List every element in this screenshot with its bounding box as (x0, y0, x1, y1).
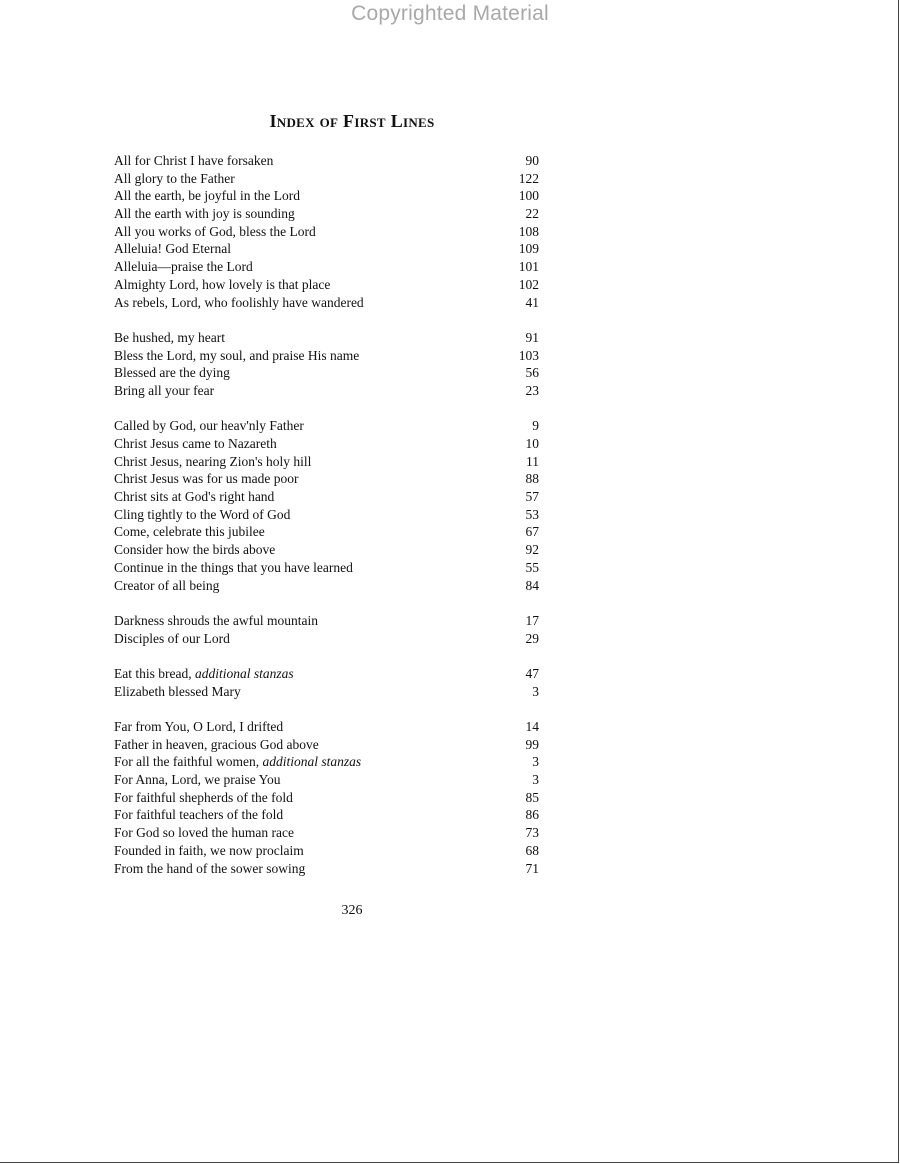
page-ref: 88 (525, 471, 539, 487)
first-line-text: Creator of all being (114, 577, 220, 593)
index-entry (114, 630, 539, 648)
index-entry (114, 453, 539, 471)
index-entry (114, 205, 539, 223)
first-line (114, 806, 283, 824)
first-line-text: For God so loved the human race (114, 825, 294, 841)
first-line-text: All the earth with joy is sounding (114, 206, 295, 222)
first-line-text: For Anna, Lord, we praise You (114, 772, 281, 788)
page-ref: 85 (525, 789, 539, 805)
first-line (114, 860, 305, 878)
watermark-text: Copyrighted Material (351, 2, 549, 25)
page-ref: 73 (525, 825, 539, 841)
index-entry (114, 347, 539, 365)
page-ref: 10 (525, 436, 539, 451)
page-ref: 22 (525, 206, 539, 222)
index-entry (114, 258, 539, 276)
page-ref: 101 (518, 259, 539, 275)
first-line-text: Bring all your fear (114, 382, 215, 398)
page-ref: 100 (518, 188, 539, 204)
index-entry (114, 824, 539, 842)
page-ref: 86 (525, 807, 539, 823)
first-line (114, 417, 304, 435)
first-line (114, 187, 300, 205)
page-title: Index of First Lines (269, 111, 435, 131)
first-line (114, 577, 219, 595)
page-ref: 108 (518, 223, 539, 239)
index-entry (114, 806, 539, 824)
index-entry (114, 523, 539, 541)
first-line (114, 205, 295, 223)
first-line-text: Called by God, our heav'nly Father (114, 418, 304, 434)
first-line-text: As rebels, Lord, who foolishly have wandered (114, 294, 364, 310)
entry-note: additional stanzas (262, 754, 362, 770)
first-line-text: Alleluia—praise the Lord (114, 259, 253, 275)
index-entry (114, 294, 539, 312)
page-ref: 11 (526, 453, 539, 469)
page-ref: 41 (525, 294, 539, 310)
index-entry (114, 577, 539, 595)
first-line (114, 294, 364, 312)
page-ref: 122 (518, 170, 539, 186)
first-line (114, 630, 230, 648)
index-entry (114, 435, 539, 453)
index-group (114, 612, 539, 647)
index-entry (114, 417, 539, 435)
index-group (114, 417, 539, 594)
index-entry (114, 541, 539, 559)
first-line-text: Bless the Lord, my soul, and praise His name (114, 347, 360, 363)
first-line (114, 488, 274, 506)
first-line (114, 736, 319, 754)
first-line-text: All you works of God, bless the Lord (114, 223, 316, 239)
first-line (114, 541, 275, 559)
index-entry (114, 240, 539, 258)
first-line-text: From the hand of the sower sowing (114, 860, 306, 876)
page-ref: 3 (532, 772, 539, 788)
first-line-text: For faithful shepherds of the fold (114, 789, 293, 805)
first-line-text: Be hushed, my heart (114, 329, 225, 345)
index-entry (114, 364, 539, 382)
first-line (114, 453, 311, 471)
index-entry (114, 382, 539, 400)
index-entry (114, 170, 539, 188)
index-group (114, 718, 539, 877)
first-line (114, 329, 225, 347)
first-line (114, 771, 281, 789)
page-ref: 3 (532, 754, 539, 770)
first-line (114, 240, 231, 258)
page-ref: 56 (525, 365, 539, 381)
index-entry (114, 771, 539, 789)
first-line (114, 470, 298, 488)
index-entry (114, 860, 539, 878)
first-line-text: Disciples of our Lord (114, 630, 230, 646)
first-line-text: Consider how the birds above (114, 542, 276, 558)
first-line (114, 435, 277, 453)
first-line (114, 789, 293, 807)
first-line (114, 276, 330, 294)
first-line (114, 842, 304, 860)
index-entry (114, 736, 539, 754)
index-entry (114, 187, 539, 205)
first-line-text: Blessed are the dying (114, 365, 230, 381)
page-ref: 68 (525, 842, 539, 858)
index-entry (114, 506, 539, 524)
index-entry (114, 559, 539, 577)
first-line-text: Christ Jesus, nearing Zion's holy hill (114, 453, 312, 469)
first-line-text: Almighty Lord, how lovely is that place (114, 276, 331, 292)
first-line (114, 152, 273, 170)
first-line (114, 753, 361, 771)
page-ref: 102 (518, 276, 539, 292)
page-ref: 9 (532, 418, 539, 434)
first-line (114, 612, 318, 630)
first-line-text: Darkness shrouds the awful mountain (114, 612, 318, 628)
first-line-text: Founded in faith, we now proclaim (114, 842, 304, 858)
first-line-text: Alleluia! God Eternal (114, 241, 231, 257)
first-line-text: Continue in the things that you have learned (114, 559, 353, 575)
page-ref: 23 (525, 382, 539, 398)
index-group (114, 665, 539, 700)
first-line (114, 683, 241, 701)
first-line (114, 665, 294, 683)
index-entry (114, 683, 539, 701)
first-line-text: For all the faithful women, (114, 754, 263, 770)
first-line-text: For faithful teachers of the fold (114, 807, 284, 823)
page-ref: 29 (525, 630, 539, 646)
first-line-text: Eat this bread, (114, 665, 195, 681)
first-line (114, 223, 316, 241)
index-entry (114, 612, 539, 630)
first-line (114, 382, 214, 400)
page-ref: 47 (525, 665, 539, 681)
page-ref: 92 (525, 542, 539, 558)
first-line-text: All for Christ I have forsaken (114, 153, 274, 168)
page-number: 326 (341, 903, 363, 918)
first-line (114, 258, 253, 276)
first-line-text: Come, celebrate this jubilee (114, 524, 265, 540)
page-ref: 53 (525, 506, 539, 522)
index-entry (114, 470, 539, 488)
first-line-text: Christ Jesus came to Nazareth (114, 436, 277, 451)
page-ref: 71 (525, 860, 539, 876)
page-ref: 103 (518, 347, 539, 363)
page-ref: 91 (525, 329, 539, 345)
page-ref: 109 (518, 241, 539, 257)
index-entry (114, 753, 539, 771)
first-line-text: Cling tightly to the Word of God (114, 506, 291, 522)
index-entry (114, 488, 539, 506)
first-line-text: Christ Jesus was for us made poor (114, 471, 299, 487)
page-ref: 14 (525, 719, 539, 734)
index-entry (114, 842, 539, 860)
page-ref: 67 (525, 524, 539, 540)
first-line (114, 523, 265, 541)
index-entries (114, 152, 539, 895)
first-line (114, 559, 353, 577)
index-entry (114, 789, 539, 807)
first-line-text: Father in heaven, gracious God above (114, 736, 319, 752)
first-line (114, 506, 290, 524)
index-entry (114, 329, 539, 347)
first-line (114, 824, 294, 842)
page-ref: 17 (525, 612, 539, 628)
first-line-text: All the earth, be joyful in the Lord (114, 188, 300, 204)
first-line (114, 718, 283, 736)
page-ref: 90 (525, 153, 539, 168)
first-line-text: Far from You, O Lord, I drifted (114, 719, 284, 734)
index-entry (114, 718, 539, 736)
page-ref: 55 (525, 559, 539, 575)
first-line (114, 364, 230, 382)
index-entry (114, 276, 539, 294)
entry-note: additional stanzas (194, 665, 294, 681)
first-line-text: Elizabeth blessed Mary (114, 683, 241, 699)
page-ref: 3 (532, 683, 539, 699)
first-line (114, 170, 235, 188)
index-entry (114, 152, 539, 170)
index-entry (114, 223, 539, 241)
first-line-text: All glory to the Father (114, 170, 235, 186)
first-line (114, 347, 359, 365)
page-ref: 57 (525, 489, 539, 505)
page-ref: 84 (525, 577, 539, 593)
index-group (114, 329, 539, 400)
index-entry (114, 665, 539, 683)
first-line-text: Christ sits at God's right hand (114, 489, 275, 505)
index-group (114, 152, 539, 311)
page-ref: 99 (525, 736, 539, 752)
